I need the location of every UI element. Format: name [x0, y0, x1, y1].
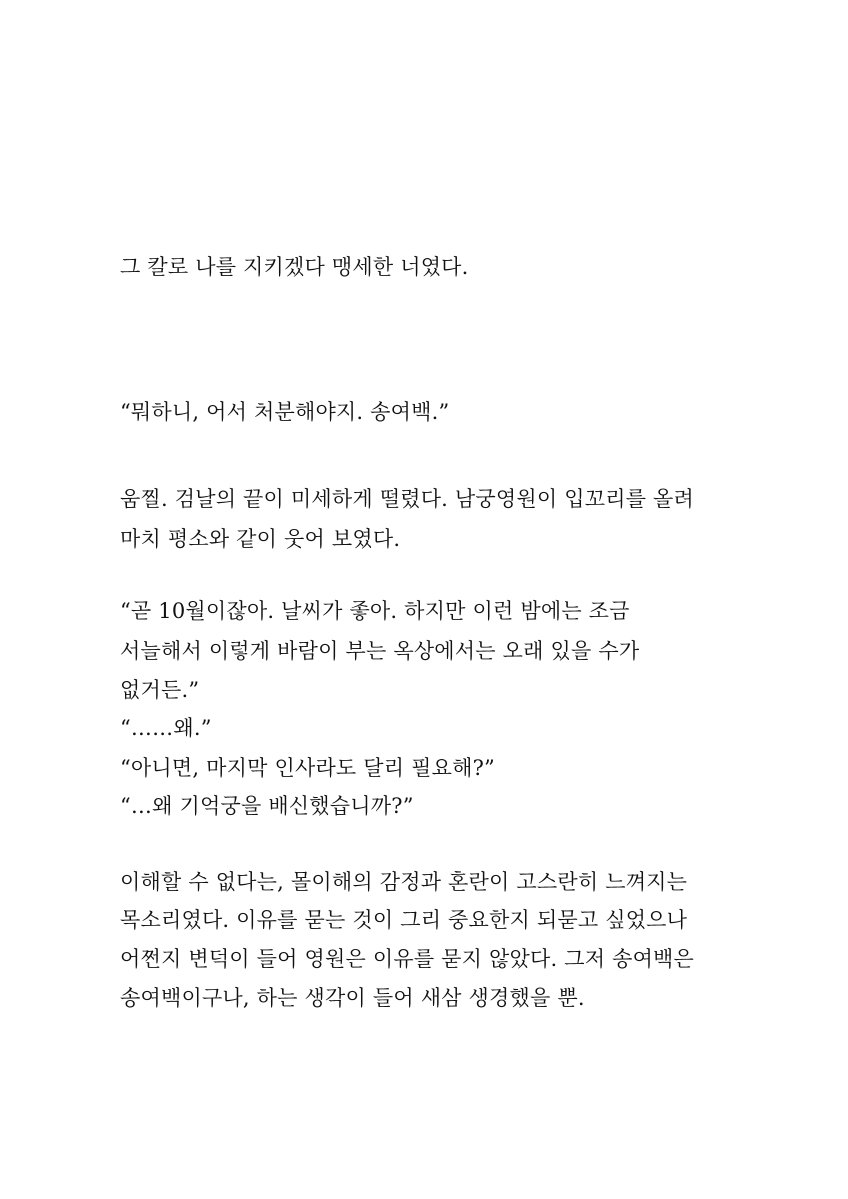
text-line: “곧 10월이잖아. 날씨가 좋아. 하지만 이런 밤에는 조금 [120, 599, 630, 623]
text-line: 마치 평소와 같이 웃어 보였다. [120, 527, 401, 551]
text-line: “…왜 기억궁을 배신했습니까?” [120, 794, 414, 818]
text-line: 송여백이구나, 하는 생각이 들어 새삼 생경했을 뿐. [120, 986, 585, 1010]
text-line: 없거든.” [120, 678, 200, 702]
text-line: 이해할 수 없다는, 몰이해의 감정과 혼란이 고스란히 느껴지는 [120, 870, 688, 894]
text-line: 목소리였다. 이유를 묻는 것이 그리 중요한지 되묻고 싶었으나 [120, 908, 688, 932]
text-line: “……왜.” [120, 716, 212, 740]
text-line: “뭐하니, 어서 처분해야지. 송여백.” [120, 400, 450, 424]
text-line: “아니면, 마지막 인사라도 달리 필요해?” [120, 756, 495, 780]
text-line: 움찔. 검날의 끝이 미세하게 떨렸다. 남궁영원이 입꼬리를 올려 [120, 487, 695, 511]
text-line: 서늘해서 이렇게 바람이 부는 옥상에서는 오래 있을 수가 [120, 639, 640, 663]
text-line: 어쩐지 변덕이 들어 영원은 이유를 묻지 않았다. 그저 송여백은 [120, 947, 695, 971]
text-line: 그 칼로 나를 지키겠다 맹세한 너였다. [120, 255, 469, 279]
